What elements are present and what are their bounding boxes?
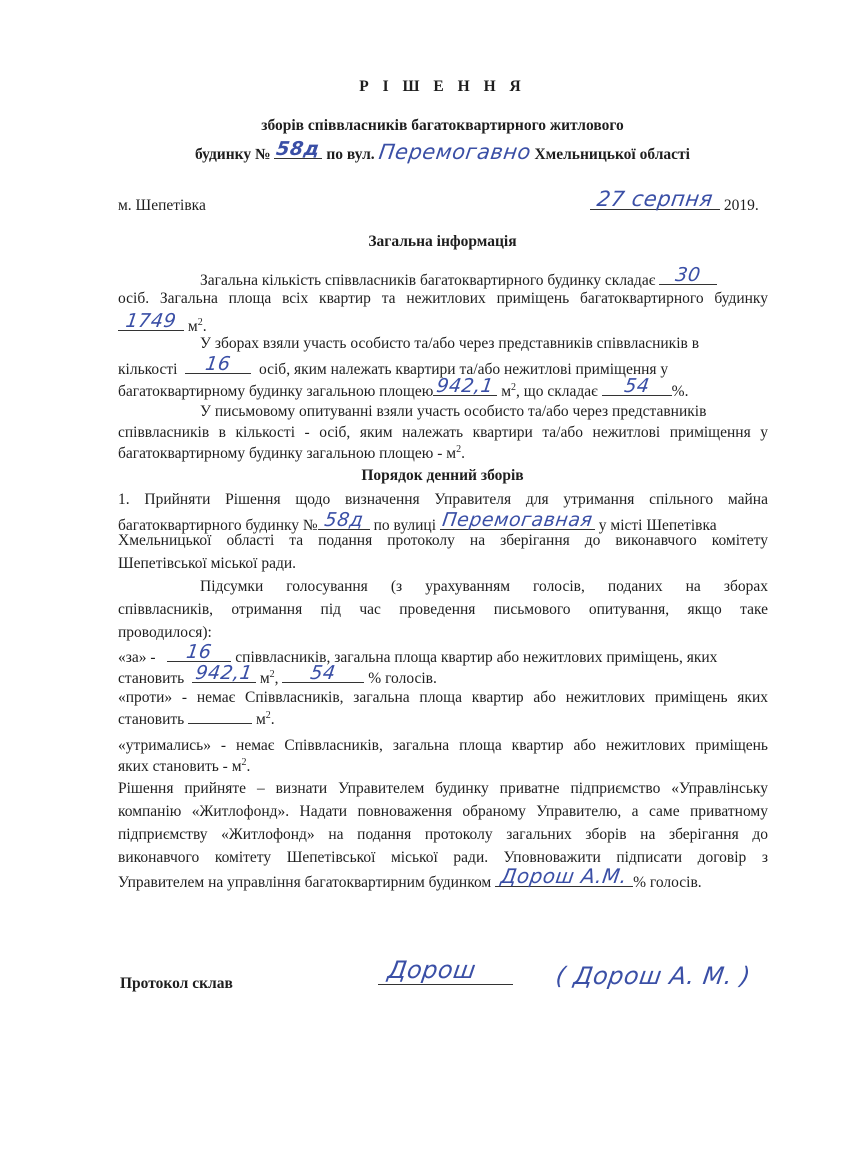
decision-text-a: Управителем на управління багатоквартирним будинком — [118, 874, 492, 891]
p2-text-c: багатоквартирному будинку загальною площею — [118, 383, 434, 400]
house-number-handwritten: 58д — [275, 138, 322, 160]
decision-line2: компанію «Житлофонд». Надати повноваження обраному Управителю, а саме приватному — [118, 803, 768, 820]
area-field — [433, 377, 497, 396]
against-area-field — [188, 709, 252, 724]
p3-text: багатоквартирному будинку загальною площею - м — [118, 445, 457, 463]
item1-text-b: по вулиці — [373, 517, 437, 534]
item1-line4: Шепетівської міської ради. — [118, 555, 297, 572]
p2-unit-power: 2 — [511, 381, 517, 393]
for-percent-handwritten: 54 — [309, 662, 338, 684]
date-handwritten: 27 серпня — [595, 187, 715, 211]
results-text1: Підсумки голосування (з урахуванням голосів, поданих на зборах — [200, 578, 768, 595]
against-unit: м — [255, 711, 266, 728]
item1-street-field — [440, 509, 595, 530]
for-percent-field — [282, 664, 364, 683]
general-info-heading: Загальна інформація — [368, 233, 517, 250]
item1-line3: Хмельницької області та подання протоколу на зберігання до виконавчого комітету — [118, 532, 768, 549]
p2-line1: У зборах взяли участь особисто та/або через представників співвласників в — [200, 335, 700, 352]
decision-line4: виконавчого комітету Шепетівської міської ради. Уповноважити підписати договір з — [118, 849, 768, 866]
authorized-handwritten: Дорош А.М. — [499, 864, 629, 888]
against-line2 — [118, 709, 275, 729]
p1-unit: м — [187, 318, 198, 335]
p1-line1 — [200, 266, 717, 290]
results-line2: співвласників, отримання під час проведення письмового опитування, якщо таке — [118, 601, 768, 618]
p2-line2 — [118, 355, 668, 379]
city-label: м. Шепетівка — [118, 197, 206, 214]
p2-line3 — [118, 377, 688, 401]
participants-field — [185, 355, 251, 374]
decision-line1: Рішення прийняте – визнати Управителем будинку приватне підприємство «Управлінську — [118, 780, 768, 797]
decision-line3: підприємству «Житлофонд» на подання протоколу загальних зборів на зберігання до — [118, 826, 768, 843]
p2-text-e: %. — [671, 383, 689, 400]
p3-line2: співвласників в кількості - осіб, яким належать квартири та/або нежитлові приміщення у — [118, 424, 768, 441]
item1-house-handwritten: 58д — [322, 509, 365, 531]
document-title: Р І Ш Е Н Н Я — [359, 78, 526, 95]
for-text-c: становить — [118, 670, 185, 687]
signature — [378, 956, 513, 990]
agenda-heading: Порядок денний зборів — [361, 467, 524, 484]
heading-street-label: по вул. — [326, 146, 375, 163]
for-text-f: % голосів. — [368, 670, 437, 687]
p2-unit: м — [501, 383, 512, 400]
item1-text-a: багатоквартирного будинку № — [118, 517, 318, 534]
p3-dot: . — [461, 445, 465, 463]
abstain-line2 — [118, 757, 250, 776]
for-text-b: співвласників, загальна площа квартир або нежитлових приміщень, яких — [235, 649, 718, 666]
owners-total-handwritten: 30 — [674, 264, 703, 286]
for-unit: м — [259, 670, 270, 687]
house-number-field — [274, 140, 322, 159]
p3-unit-power: 2 — [456, 444, 462, 455]
for-line2 — [118, 664, 437, 688]
item1-text-c: у місті Шепетівка — [598, 517, 717, 534]
street-handwritten: Перемогавно — [376, 140, 533, 164]
results-line3: проводилося): — [118, 624, 212, 641]
item1-line1: 1. Прийняти Рішення щодо визначення Управителя для утримання спільного майна — [118, 491, 768, 508]
abstain-line1: «утримались» - немає Співвласників, загальна площа квартир або нежитлових приміщень — [118, 737, 768, 754]
authorized-field — [495, 862, 633, 887]
year-text: 2019. — [723, 197, 759, 214]
heading-house-label: будинку № — [195, 146, 271, 163]
decision-line5 — [118, 862, 702, 892]
participants-handwritten: 16 — [204, 353, 233, 375]
area-total-field — [118, 310, 184, 331]
owners-total-field — [659, 266, 717, 285]
for-comma: , — [274, 670, 279, 687]
signer-name-handwritten: ( Дорош А. М. ) — [554, 962, 753, 990]
p1-text1: Загальна кількість співвласників багатоквартирного будинку складає — [200, 272, 656, 289]
protocol-label: Протокол склав — [120, 975, 233, 992]
heading-region: Хмельницької області — [534, 146, 690, 163]
against-line1: «проти» - немає Співвласників, загальна площа квартир або нежитлових приміщень яких — [118, 689, 768, 706]
p2-text-d: , що складає — [516, 383, 598, 400]
date-field — [590, 183, 720, 210]
p1-dot: . — [202, 318, 207, 335]
p3-line3 — [118, 444, 465, 463]
p1-unit-power: 2 — [197, 316, 203, 328]
area-handwritten: 942,1 — [435, 375, 496, 397]
for-unit-power: 2 — [269, 668, 275, 680]
p1-line2: осіб. Загальна площа всіх квартир та нежитлових приміщень багатоквартирного будинку — [118, 290, 768, 307]
p2-text-b: осіб, яким належать квартири та/або нежитлові приміщення у — [258, 361, 669, 378]
for-count-handwritten: 16 — [185, 641, 214, 663]
abstain-unit-power: 2 — [241, 757, 247, 768]
item1-street-handwritten: Перемогавная — [440, 509, 594, 531]
for-count-field — [167, 643, 231, 662]
heading-line2 — [0, 140, 850, 164]
against-text: становить — [118, 711, 185, 728]
for-area-handwritten: 942,1 — [193, 662, 254, 684]
percent-field — [602, 377, 672, 396]
results-line1 — [200, 578, 768, 596]
heading-line1: зборів співвласників багатоквартирного житлового — [261, 117, 624, 134]
decision-text-b: % голосів. — [633, 874, 702, 891]
abstain-text: яких становить - м — [118, 758, 242, 776]
p2-text-a: кількості — [118, 361, 178, 378]
against-dot: . — [270, 711, 275, 728]
p1-line3 — [118, 310, 207, 336]
date-block — [590, 183, 759, 215]
for-area-field — [192, 664, 256, 683]
percent-handwritten: 54 — [622, 375, 651, 397]
area-total-handwritten: 1749 — [124, 310, 178, 332]
signature-line — [378, 956, 513, 985]
signer-name — [554, 962, 753, 990]
item1-house-field — [318, 511, 370, 530]
abstain-dot: . — [246, 758, 251, 776]
against-unit-power: 2 — [265, 709, 271, 721]
p3-line1: У письмовому опитуванні взяли участь особисто та/або через представників — [200, 403, 707, 420]
for-label: «за» - — [118, 649, 156, 666]
signature-handwritten: Дорош — [386, 956, 478, 984]
